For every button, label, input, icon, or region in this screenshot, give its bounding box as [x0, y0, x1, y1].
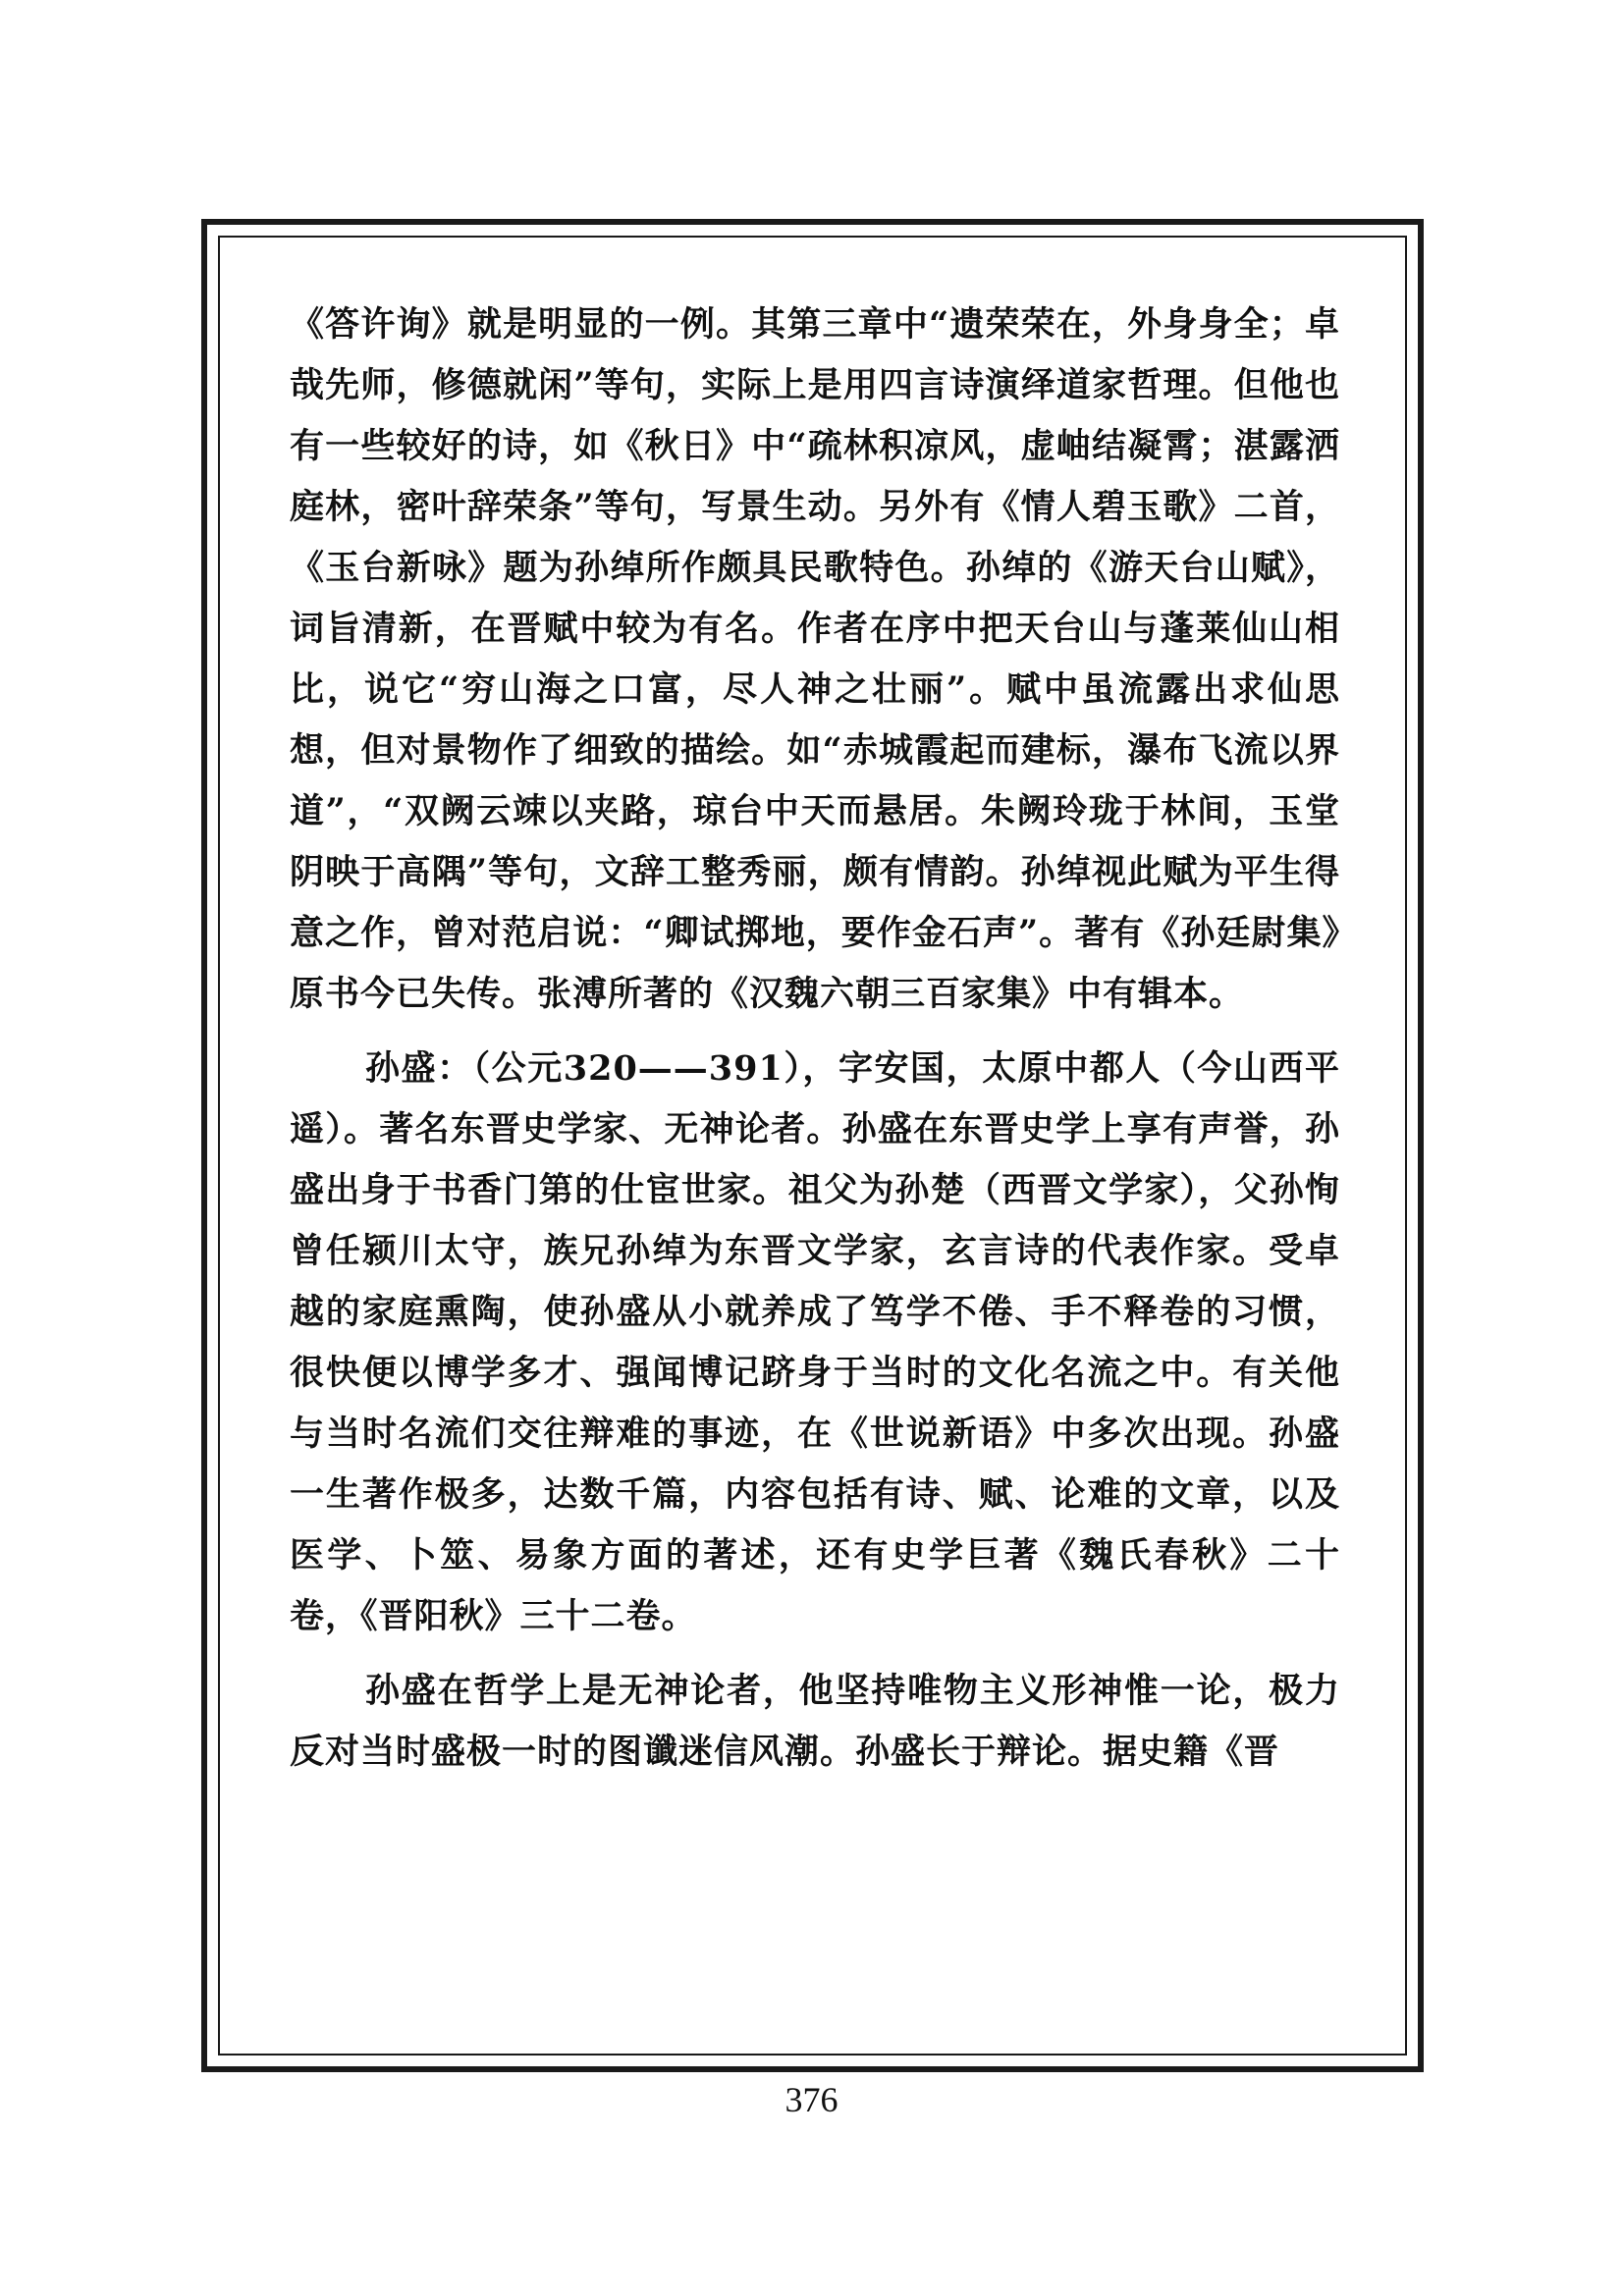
- page-number: 376: [784, 2080, 839, 2119]
- body-text: [290, 294, 1340, 1783]
- paragraph-sun-sheng-philosophy: 孙盛在哲学上是无神论者，他坚持唯物主义形神惟一论，极力反对当时盛极一时的图谶迷信风潮。孙盛长于辩论。据史籍《晋: [290, 1671, 1340, 1772]
- paragraph-sun-sheng-intro: 孙盛：（公元320——391），字安国，太原中都人（今山西平遥）。著名东晋史学家、无神论者。孙盛在东晋史学上享有声誉，孙盛出身于书香门第的仕宦世家。祖父为孙楚（西晋文学家），父孙恂曾任颍川太守，族兄孙绰为东晋文学家，玄言诗的代表作家。受卓越的家庭熏陶，使孙盛从小就养成了笃学不倦、手不释卷的习惯，很快便以博学多才、强闻博记跻身于当时的文化名流之中。有关他与当时名流们交往辩难的事迹，在《世说新语》中多次出现。孙盛一生著作极多，达数千篇，内容包括有诗、赋、论难的文章，以及医学、卜筮、易象方面的著述，还有史学巨著《魏氏春秋》二十卷，《晋阳秋》三十二卷。: [290, 1048, 1340, 1636]
- paragraph-continuation: 《答许询》就是明显的一例。其第三章中“遗荣荣在，外身身全；卓哉先师，修德就闲”等句，实际上是用四言诗演绎道家哲理。但他也有一些较好的诗，如《秋日》中“疏林积凉风，虚岫结凝霄；湛露洒庭林，密叶辞荣条”等句，写景生动。另外有《情人碧玉歌》二首，《玉台新咏》题为孙绰所作颇具民歌特色。孙绰的《游天台山赋》，词旨清新，在晋赋中较为有名。作者在序中把天台山与蓬莱仙山相比，说它“穷山海之口富，尽人神之壮丽”。赋中虽流露出求仙思想，但对景物作了细致的描绘。如“赤城霞起而建标，瀑布飞流以界道”，“双阙云竦以夹路，琼台中天而悬居。朱阙玲珑于林间，玉堂阴映于高隅”等句，文辞工整秀丽，颇有情韵。孙绰视此赋为平生得意之作，曾对范启说：“卿试掷地，要作金石声”。著有《孙廷尉集》原书今已失传。张溥所著的《汉魏六朝三百家集》中有辑本。: [290, 304, 1340, 1014]
